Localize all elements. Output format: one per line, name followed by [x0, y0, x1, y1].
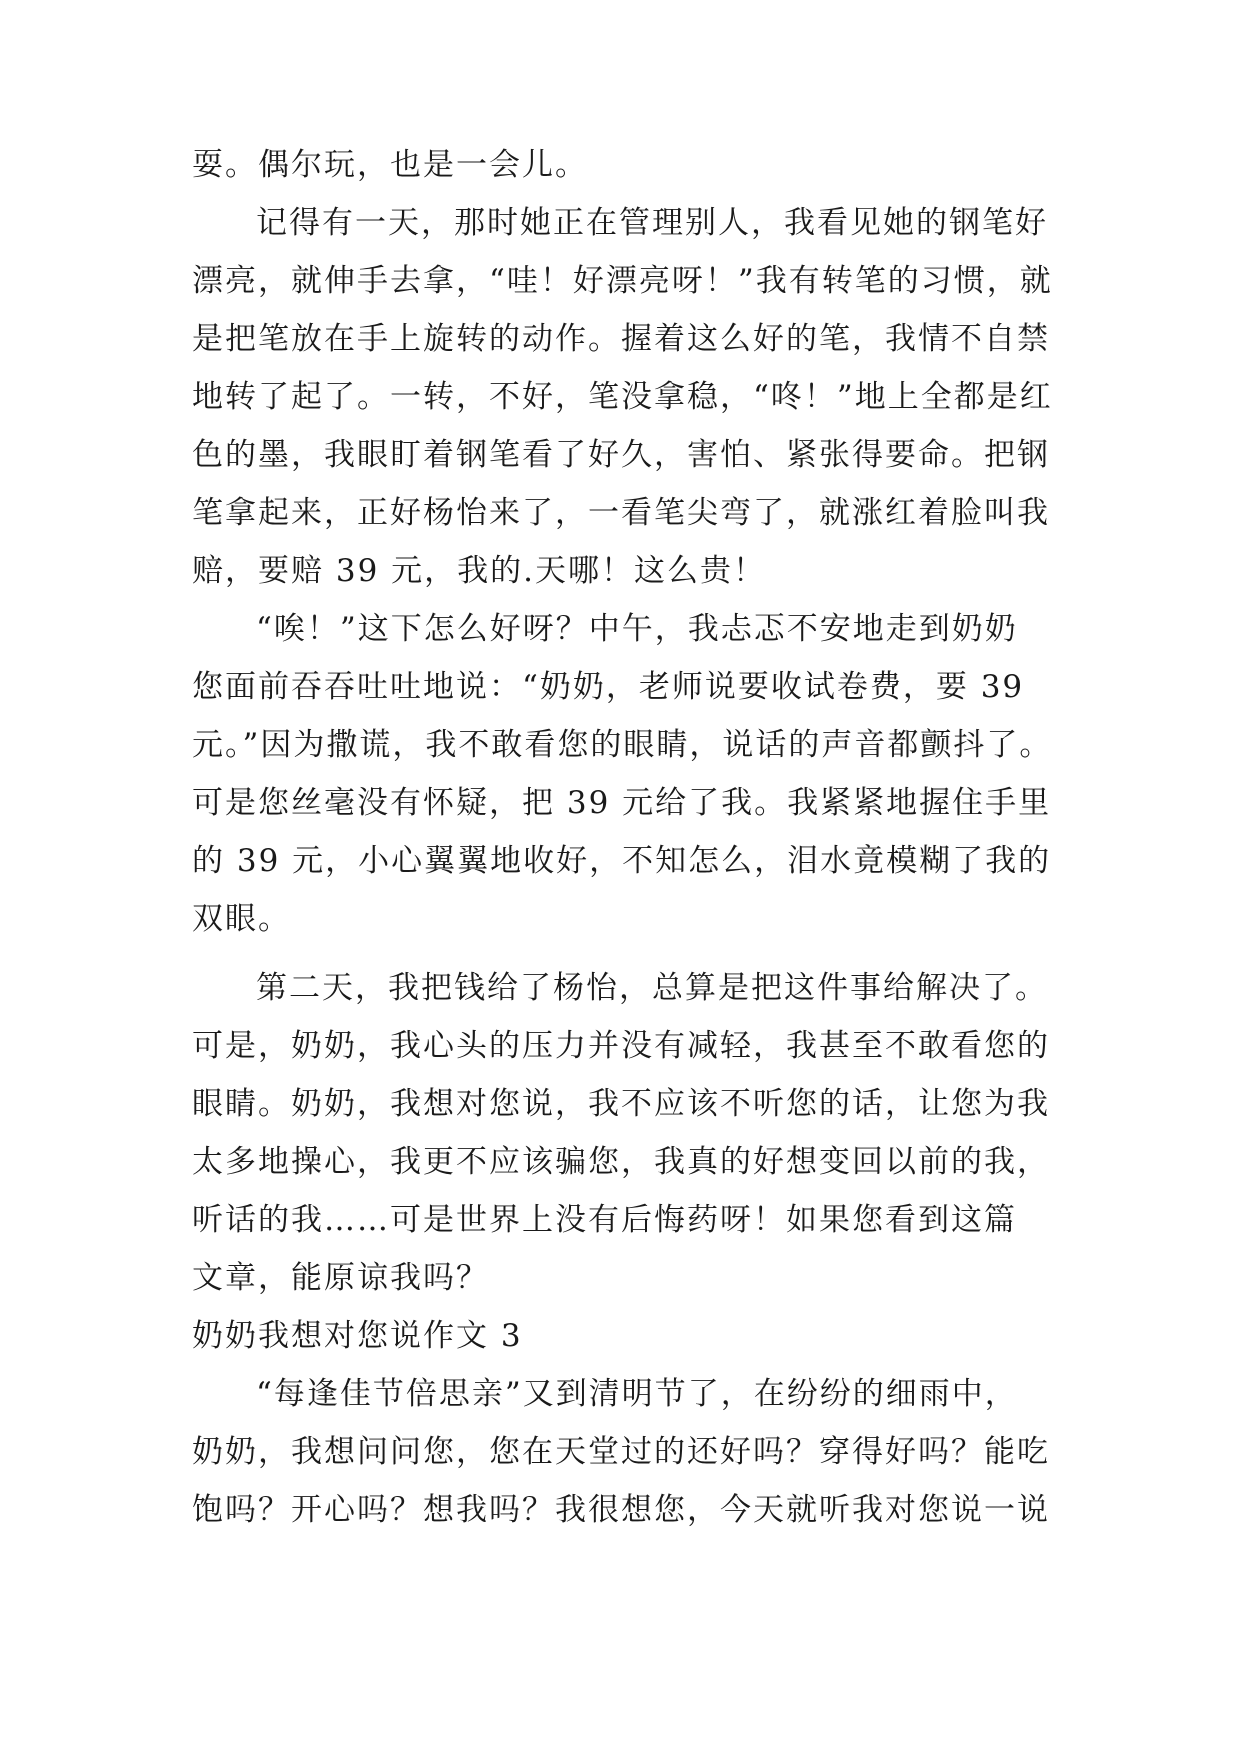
- text-line: 笔拿起来，正好杨怡来了，一看笔尖弯了，就涨红着脸叫我: [192, 495, 1050, 531]
- paragraph-start-line: 第二天，我把钱给了杨怡，总算是把这件事给解决了。: [256, 970, 1048, 1006]
- paragraph-start-line: “唉！”这下怎么好呀？中午，我忐忑不安地走到奶奶: [256, 611, 1018, 647]
- text-line: 饱吗？开心吗？想我吗？我很想您，今天就听我对您说一说: [192, 1492, 1050, 1528]
- text-line: 的 39 元，小心翼翼地收好，不知怎么，泪水竟模糊了我的: [192, 843, 1052, 879]
- section-heading: 奶奶我想对您说作文 3: [192, 1318, 523, 1354]
- paragraph-start-line: “每逢佳节倍思亲”又到清明节了，在纷纷的细雨中，: [256, 1376, 1018, 1412]
- text-line: 赔，要赔 39 元，我的.天哪！这么贵！: [192, 553, 767, 589]
- text-line: 漂亮，就伸手去拿，“哇！好漂亮呀！”我有转笔的习惯，就: [192, 263, 1053, 299]
- text-line: 可是，奶奶，我心头的压力并没有减轻，我甚至不敢看您的: [192, 1028, 1050, 1064]
- text-line: 是把笔放在手上旋转的动作。握着这么好的笔，我情不自禁: [192, 321, 1050, 357]
- text-line: 太多地操心，我更不应该骗您，我真的好想变回以前的我，: [192, 1144, 1050, 1180]
- text-line: 元。”因为撒谎，我不敢看您的眼睛，说话的声音都颤抖了。: [192, 727, 1053, 763]
- text-line: 文章，能原谅我吗？: [192, 1260, 489, 1296]
- text-line: 您面前吞吞吐吐地说：“奶奶，老师说要收试卷费，要 39: [192, 669, 1025, 705]
- paragraph-start-line: 记得有一天，那时她正在管理别人，我看见她的钢笔好: [256, 205, 1048, 241]
- text-line: 听话的我……可是世界上没有后悔药呀！如果您看到这篇: [192, 1202, 1017, 1238]
- text-line: 可是您丝毫没有怀疑，把 39 元给了我。我紧紧地握住手里: [192, 785, 1052, 821]
- text-line: 色的墨，我眼盯着钢笔看了好久，害怕、紧张得要命。把钢: [192, 437, 1050, 473]
- text-line: 双眼。: [192, 901, 291, 937]
- text-line: 耍。偶尔玩，也是一会儿。: [192, 147, 588, 183]
- text-line: 眼睛。奶奶，我想对您说，我不应该不听您的话，让您为我: [192, 1086, 1050, 1122]
- text-line: 奶奶，我想问问您，您在天堂过的还好吗？穿得好吗？能吃: [192, 1434, 1050, 1470]
- text-line: 地转了起了。一转，不好，笔没拿稳，“咚！”地上全都是红: [192, 379, 1053, 415]
